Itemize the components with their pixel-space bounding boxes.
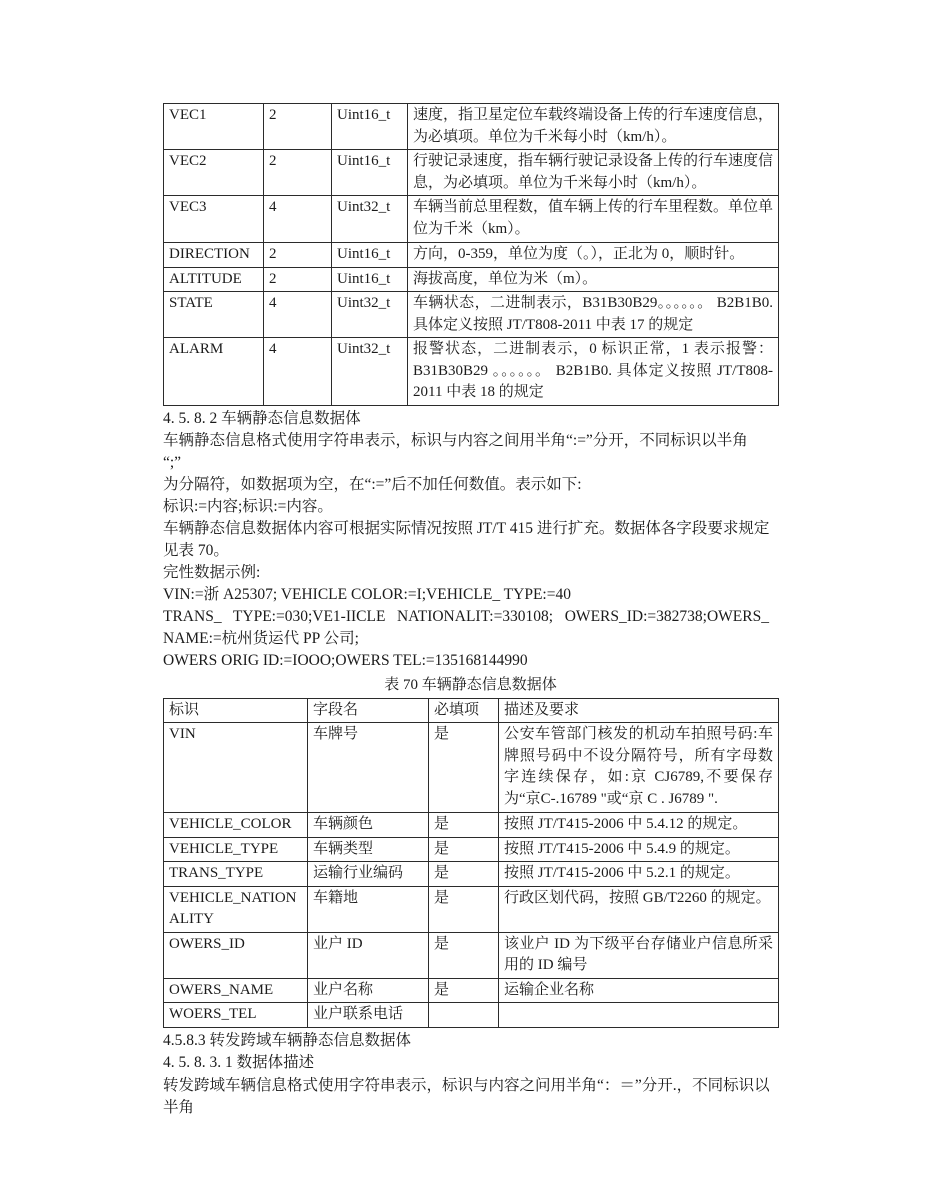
field-desc-cell: 按照 JT/T415-2006 中 5.4.9 的规定。: [499, 837, 779, 862]
paragraph-line: 为分隔符，如数据项为空，在“:=”后不加任何数值。表示如下:: [163, 475, 582, 493]
paragraph-line: 见表 70。: [163, 541, 229, 559]
field-type-cell: Uint32_t: [332, 338, 408, 406]
required-cell: 是: [429, 886, 499, 932]
field-desc-cell: [499, 1003, 779, 1028]
field-id-cell: VEC2: [164, 150, 264, 196]
field-name-cell: 车籍地: [308, 886, 429, 932]
field-type-cell: Uint32_t: [332, 196, 408, 243]
table-row: [164, 723, 779, 813]
section-4-5-8-2: [163, 408, 778, 672]
field-length-cell: 2: [264, 243, 332, 268]
paragraph-line: 车辆静态信息格式使用字符串表示，标识与内容之间用半角“:=”分开，不同标识以半角: [163, 431, 748, 449]
field-desc-cell: 行政区划代码，按照 GB/T2260 的规定。: [499, 886, 779, 932]
field-name-cell: 运输行业编码: [308, 862, 429, 887]
field-type-cell: Uint16_t: [332, 150, 408, 196]
field-length-cell: 4: [264, 196, 332, 243]
table-row: [164, 104, 779, 150]
paragraph-line: 半角: [163, 1099, 195, 1116]
paragraph-line: 车辆静态信息数据体内容可根据实际情况按照 JT/T 415 进行扩充。数据体各字段要求规定: [163, 519, 770, 537]
required-cell: 是: [429, 978, 499, 1003]
field-desc-cell: 运输企业名称: [499, 978, 779, 1003]
table-row: [164, 837, 779, 862]
table-row: [164, 150, 779, 196]
field-name-cell: 车牌号: [308, 723, 429, 813]
field-id-cell: OWERS_ID: [164, 932, 308, 978]
field-id-cell: VEC1: [164, 104, 264, 150]
vehicle-dynamic-field-table: [163, 103, 779, 406]
field-type-cell: Uint32_t: [332, 292, 408, 338]
table-header-row: [164, 698, 779, 723]
table-row: [164, 243, 779, 268]
field-length-cell: 2: [264, 150, 332, 196]
field-length-cell: 2: [264, 267, 332, 292]
field-name-cell: 车辆类型: [308, 837, 429, 862]
field-id-cell: VEHICLE_COLOR: [164, 813, 308, 838]
field-desc-cell: 按照 JT/T415-2006 中 5.4.12 的规定。: [499, 813, 779, 838]
required-cell: 是: [429, 723, 499, 813]
field-desc-cell: 车辆当前总里程数，值车辆上传的行车里程数。单位单位为千米（km）。: [408, 196, 779, 243]
table-row: [164, 862, 779, 887]
column-header: 描述及要求: [499, 698, 779, 723]
section-heading: 4. 5. 8. 2 车辆静态信息数据体: [163, 409, 361, 427]
document-content: [163, 103, 778, 1120]
field-desc-cell: 车辆状态，二进制表示，B31B30B29。。。。。。 B2B1B0. 具体定义按照 JT/T808-2011 中表 17 的规定: [408, 292, 779, 338]
required-cell: 是: [429, 837, 499, 862]
table-row: [164, 292, 779, 338]
table-row: [164, 978, 779, 1003]
section-heading: 4. 5. 8. 3. 1 数据体描述: [163, 1054, 315, 1071]
field-length-cell: 4: [264, 292, 332, 338]
field-desc-cell: 公安车管部门核发的机动车拍照号码:车牌照号码中不设分隔符号，所有字母数字连续保存，如:京 CJ6789,不要保存为“京C-.16789 "或“京 C . J6789 ".: [499, 723, 779, 813]
example-line: NAME:=杭州货运代 PP 公司;: [163, 629, 359, 647]
field-type-cell: Uint16_t: [332, 243, 408, 268]
field-desc-cell: 速度，指卫星定位车载终端设备上传的行车速度信息，为必填项。单位为千米每小时（km/h）。: [408, 104, 779, 150]
field-id-cell: WOERS_TEL: [164, 1003, 308, 1028]
field-id-cell: ALARM: [164, 338, 264, 406]
field-type-cell: Uint16_t: [332, 104, 408, 150]
field-id-cell: ALTITUDE: [164, 267, 264, 292]
table-row: [164, 886, 779, 932]
column-header: 标识: [164, 698, 308, 723]
field-name-cell: 业户 ID: [308, 932, 429, 978]
table-row: [164, 1003, 779, 1028]
field-id-cell: VIN: [164, 723, 308, 813]
vehicle-static-info-table: [163, 698, 779, 1028]
field-desc-cell: 该业户 ID 为下级平台存储业户信息所采用的 ID 编号: [499, 932, 779, 978]
required-cell: 是: [429, 813, 499, 838]
field-desc-cell: 海拔高度，单位为米（m）。: [408, 267, 779, 292]
section-4-5-8-3: [163, 1030, 778, 1120]
required-cell: 是: [429, 862, 499, 887]
table-row: [164, 267, 779, 292]
field-desc-cell: 行驶记录速度，指车辆行驶记录设备上传的行车速度信息，为必填项。单位为千米每小时（km/h）。: [408, 150, 779, 196]
field-length-cell: 2: [264, 104, 332, 150]
table-row: [164, 196, 779, 243]
field-length-cell: 4: [264, 338, 332, 406]
field-desc-cell: 方向，0-359，单位为度（。），正北为 0，顺时针。: [408, 243, 779, 268]
table-row: [164, 932, 779, 978]
field-id-cell: VEC3: [164, 196, 264, 243]
paragraph-line: 转发跨域车辆信息格式使用字符串表示，标识与内容之问用半角“：＝”分开.，不同标识以: [163, 1076, 770, 1094]
table-caption: 表 70 车辆静态信息数据体: [384, 676, 557, 693]
paragraph-line: 完性数据示例:: [163, 563, 261, 581]
field-id-cell: DIRECTION: [164, 243, 264, 268]
field-id-cell: VEHICLE_NATIONALITY: [164, 886, 308, 932]
example-line: OWERS ORIG ID:=IOOO;OWERS TEL:=135168144990: [163, 651, 528, 669]
required-cell: [429, 1003, 499, 1028]
column-header: 字段名: [308, 698, 429, 723]
field-id-cell: STATE: [164, 292, 264, 338]
field-name-cell: 业户名称: [308, 978, 429, 1003]
column-header: 必填项: [429, 698, 499, 723]
example-line: TRANS_ TYPE:=030;VE1-IICLE NATIONALIT:=330108; OWERS_ID:=382738;OWERS_: [163, 607, 769, 625]
required-cell: 是: [429, 932, 499, 978]
field-id-cell: OWERS_NAME: [164, 978, 308, 1003]
example-line: VIN:=浙 A25307; VEHICLE COLOR:=I;VEHICLE_ TYPE:=40: [163, 585, 571, 603]
field-desc-cell: 报警状态，二进制表示，0 标识正常，1 表示报警：B31B30B29 。。。。。。 B2B1B0. 具体定义按照 JT/T808-2011 中表 18 的规定: [408, 338, 779, 406]
table-row: [164, 813, 779, 838]
table-row: [164, 338, 779, 406]
paragraph-line: “;”: [163, 453, 182, 471]
section-heading: 4.5.8.3 转发跨域车辆静态信息数据体: [163, 1031, 412, 1049]
paragraph-line: 标识:=内容;标识:=内容。: [163, 497, 333, 515]
field-name-cell: 业户联系电话: [308, 1003, 429, 1028]
field-id-cell: TRANS_TYPE: [164, 862, 308, 887]
field-type-cell: Uint16_t: [332, 267, 408, 292]
field-name-cell: 车辆颜色: [308, 813, 429, 838]
field-desc-cell: 按照 JT/T415-2006 中 5.2.1 的规定。: [499, 862, 779, 887]
field-id-cell: VEHICLE_TYPE: [164, 837, 308, 862]
